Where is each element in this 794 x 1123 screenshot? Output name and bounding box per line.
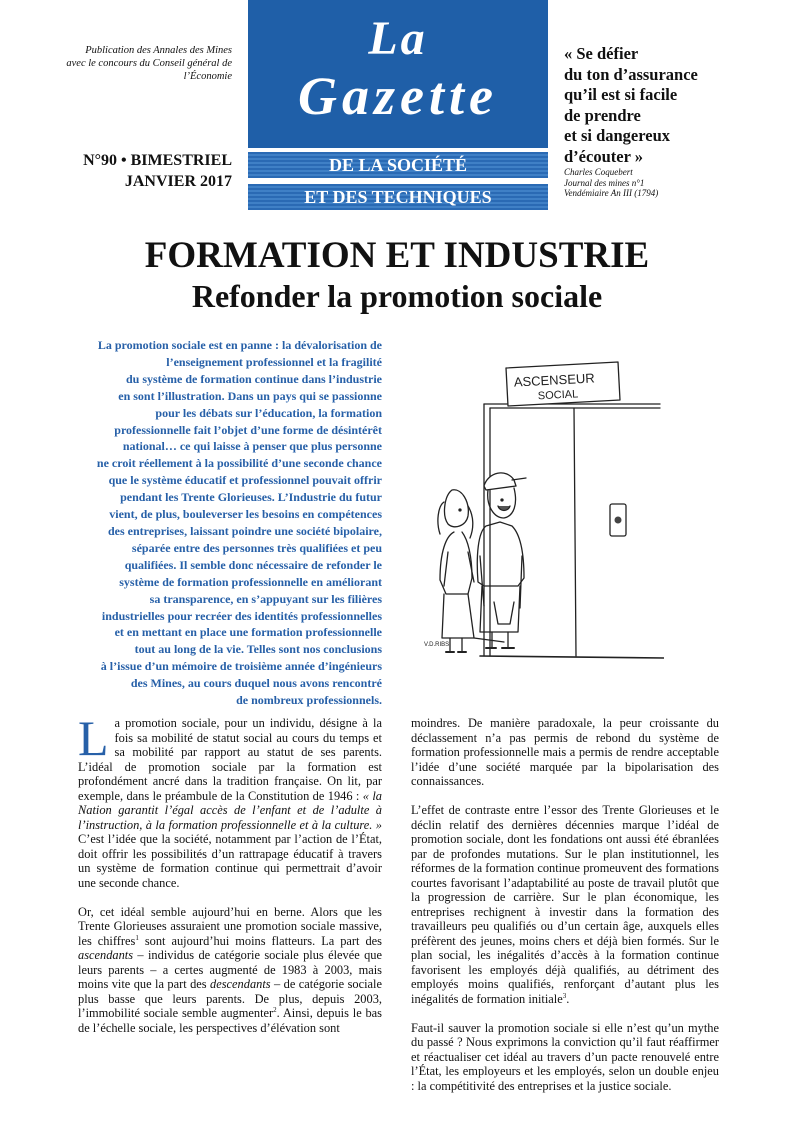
quote-line: « Se défier [564, 44, 639, 63]
intro-line: vient, de plus, bouleverser les besoins en compétences [109, 507, 382, 522]
article-headline: FORMATION ET INDUSTRIE [144, 235, 650, 276]
body-text: – de catégorie sociale plus basse que leurs parents. De plus, depuis 2003, l’immobilité sociale semble augmenter [78, 977, 382, 1020]
intro-line: des Mines, au cours duquel nous avons rencontré [130, 676, 382, 691]
article-subheadline: Refonder la promotion sociale [191, 278, 603, 314]
body-column-right [411, 716, 719, 1108]
intro-line: système de formation professionnelle en améliorant [119, 574, 382, 589]
citation-author: Charles Coquebert [564, 167, 633, 177]
intro-line: séparée entre des personnes très qualifiées et peu [131, 540, 382, 555]
intro-line: ne croit réellement à la possibilité d’une seconde chance [96, 456, 382, 471]
term-descendants: descendants [210, 977, 271, 991]
footnote-ref[interactable]: 3 [562, 991, 567, 1000]
body-paragraph [411, 1021, 719, 1094]
footnote-ref[interactable]: 2 [273, 1005, 277, 1014]
constitution-quote: « la Nation garantit l’égal accès de l’enfant et de l’adulte à l’instruction, à la formation professionnelle et à la culture. » [78, 788, 382, 832]
quote-line: qu’il est si facile [564, 85, 678, 104]
intro-line: La promotion sociale est en panne : la dévalorisation de [97, 338, 382, 352]
masthead-band-1: DE LA SOCIÉTÉ [248, 152, 548, 178]
sign-text-social: SOCIAL [537, 388, 579, 403]
body-paragraph [411, 803, 719, 1006]
elevator-cartoon [414, 356, 664, 668]
term-ascendants: ascendants [78, 948, 134, 962]
publisher-line: avec le concours du Conseil général de [66, 58, 232, 69]
body-text: C’est l’idée que la société, notamment par l’action de l’État, doit offrir les possibilités d’un rattrapage éducatif à travers un système de formation continue qui permettrait d’avoir une seconde chance. [78, 832, 382, 890]
intro-line: qualifiées. Il semble donc nécessaire de refonder le [124, 557, 382, 572]
publisher-line: Publication des Annales des Mines [85, 45, 232, 56]
body-text: Faut-il sauver la promotion sociale si elle n’est qu’un mythe du passé ? Nous exprimons la conviction qu’il faut réaffirmer et réactualiser cet idéal au travers d’un pacte renouvelé entre l’État, les employeurs et les employés, selon un double enjeu : la compétitivité des entreprises et la justice sociale. [411, 1020, 719, 1093]
intro-line: tout au long de la vie. Telles sont nos conclusions [134, 642, 382, 657]
body-text: a promotion sociale, pour un individu, désigne à la fois sa mobilité de statut social au cours du temps et sa mobilité par rapport au statut de ses parents. L’idéal de promotion sociale par la formation est profondément ancré dans la tradition française. On lit, par exemple, dans le préambule de la Constitution de 1946 : [78, 716, 382, 803]
quote-line: de prendre [564, 105, 641, 125]
intro-line: du système de formation continue dans l’industrie [125, 371, 382, 386]
sign-text-ascenseur: ASCENSEUR [513, 370, 596, 390]
intro-line: pendant les Trente Glorieuses. L’Industrie du futur [120, 490, 382, 505]
citation-source: Vendémiaire An III (1794) [564, 188, 659, 198]
intro-line: sa transparence, en s’appuyant sur les filières [149, 591, 382, 606]
issue-number: N°90 • BIMESTRIEL [83, 152, 232, 169]
publisher-note [40, 44, 232, 83]
body-paragraph [411, 716, 719, 789]
quote-line: et si dangereux [564, 126, 671, 145]
intro-line: en sont l’illustration. Dans un pays qui se passionne [118, 388, 382, 403]
article-intro [60, 337, 382, 709]
body-text: . [566, 991, 570, 1006]
citation-source: Journal des mines n°1 [564, 177, 645, 188]
body-paragraph [78, 710, 382, 890]
issue-info [40, 150, 232, 192]
drop-cap: L [78, 710, 109, 766]
body-text: Or, cet idéal semble aujourd’hui en berne. Alors que les Trente Glorieuses assuraient une promotion sociale massive, les chiffres [78, 904, 382, 948]
body-text: L’effet de contraste entre l’essor des Trente Glorieuses et le déclin relatif des dernières décennies marque l’idéal de promotion sociale, dont les fondations ont aussi été ébranlées par de profondes mutations. Sur le plan institutionnel, les réformes de la formation continue promeuvent des formations courtes favorisant l’adaptabilité au poste de travail plutôt que la progression de carrière. Sur le plan économique, les entreprises rechignent à investir dans la formation des travailleurs peu qualifiés ou d’un certain âge, auxquels elles préfèrent des jeunes, moins chers et déjà bien formés. Sur le plan social, les inégalités d’accès à la formation continue favorisent les employés déjà qualifiés, au détriment des employés moins qualifiés, renforçant d’autant plus les inégalités de formation initiale [411, 803, 719, 1006]
intro-line: que le système éducatif et professionnel pouvait offrir [108, 473, 382, 488]
intro-line: industrielles pour recréer des identités professionnelles [101, 608, 382, 623]
masthead-logo [248, 0, 548, 148]
issue-date: JANVIER 2017 [124, 173, 232, 190]
intro-line: national… ce qui laisse à penser que plus personne [122, 439, 382, 454]
masthead-title-gazette: Gazette [298, 66, 498, 126]
intro-line: pour les débats sur l’éducation, la formation [155, 405, 382, 420]
body-text: moindres. De manière paradoxale, la peur croissante du déclassement n’a pas permis de rebond du système de formation professionnelle mais a permis de rendre acceptable l’idée d’une société marquée par la bipolarisation des connaissances. [411, 716, 719, 788]
quote-line: du ton d’assurance [564, 64, 698, 84]
body-column-left [78, 710, 383, 1050]
body-text: – individus de catégorie sociale plus élevée que leurs parents – a certes augmenté de 1983 à 2003, mais moins vite que la part des [78, 948, 382, 991]
intro-line: de nombreux professionnels. [236, 693, 382, 708]
intro-line: à l’issue d’un mémoire de troisième année d’ingénieurs [100, 659, 382, 674]
epigraph-quote [564, 44, 764, 167]
masthead-title-la: La [368, 12, 428, 65]
footnote-ref[interactable]: 1 [135, 933, 139, 942]
epigraph-citation [564, 167, 764, 199]
body-paragraph [78, 905, 382, 1036]
body-text: sont aujourd’hui moins flatteurs. La part des [138, 933, 382, 948]
quote-line: d’écouter » [564, 146, 643, 166]
intro-line: des entreprises, laissant poindre une société bipolaire, [107, 523, 382, 538]
intro-line: professionnelle fait l’objet d’une forme de désintérêt [114, 422, 382, 437]
publisher-line: l’Économie [183, 71, 232, 82]
body-text: . Ainsi, depuis le bas de l’échelle sociale, les perspectives d’élévation sont [78, 1006, 383, 1035]
cartoon-signature: V.D.RIBS [424, 642, 450, 648]
masthead-band-2: ET DES TECHNIQUES [248, 184, 548, 210]
intro-line: l’enseignement professionnel et la fragilité [166, 354, 382, 369]
intro-line: et en mettant en place une formation professionnelle [114, 625, 382, 640]
